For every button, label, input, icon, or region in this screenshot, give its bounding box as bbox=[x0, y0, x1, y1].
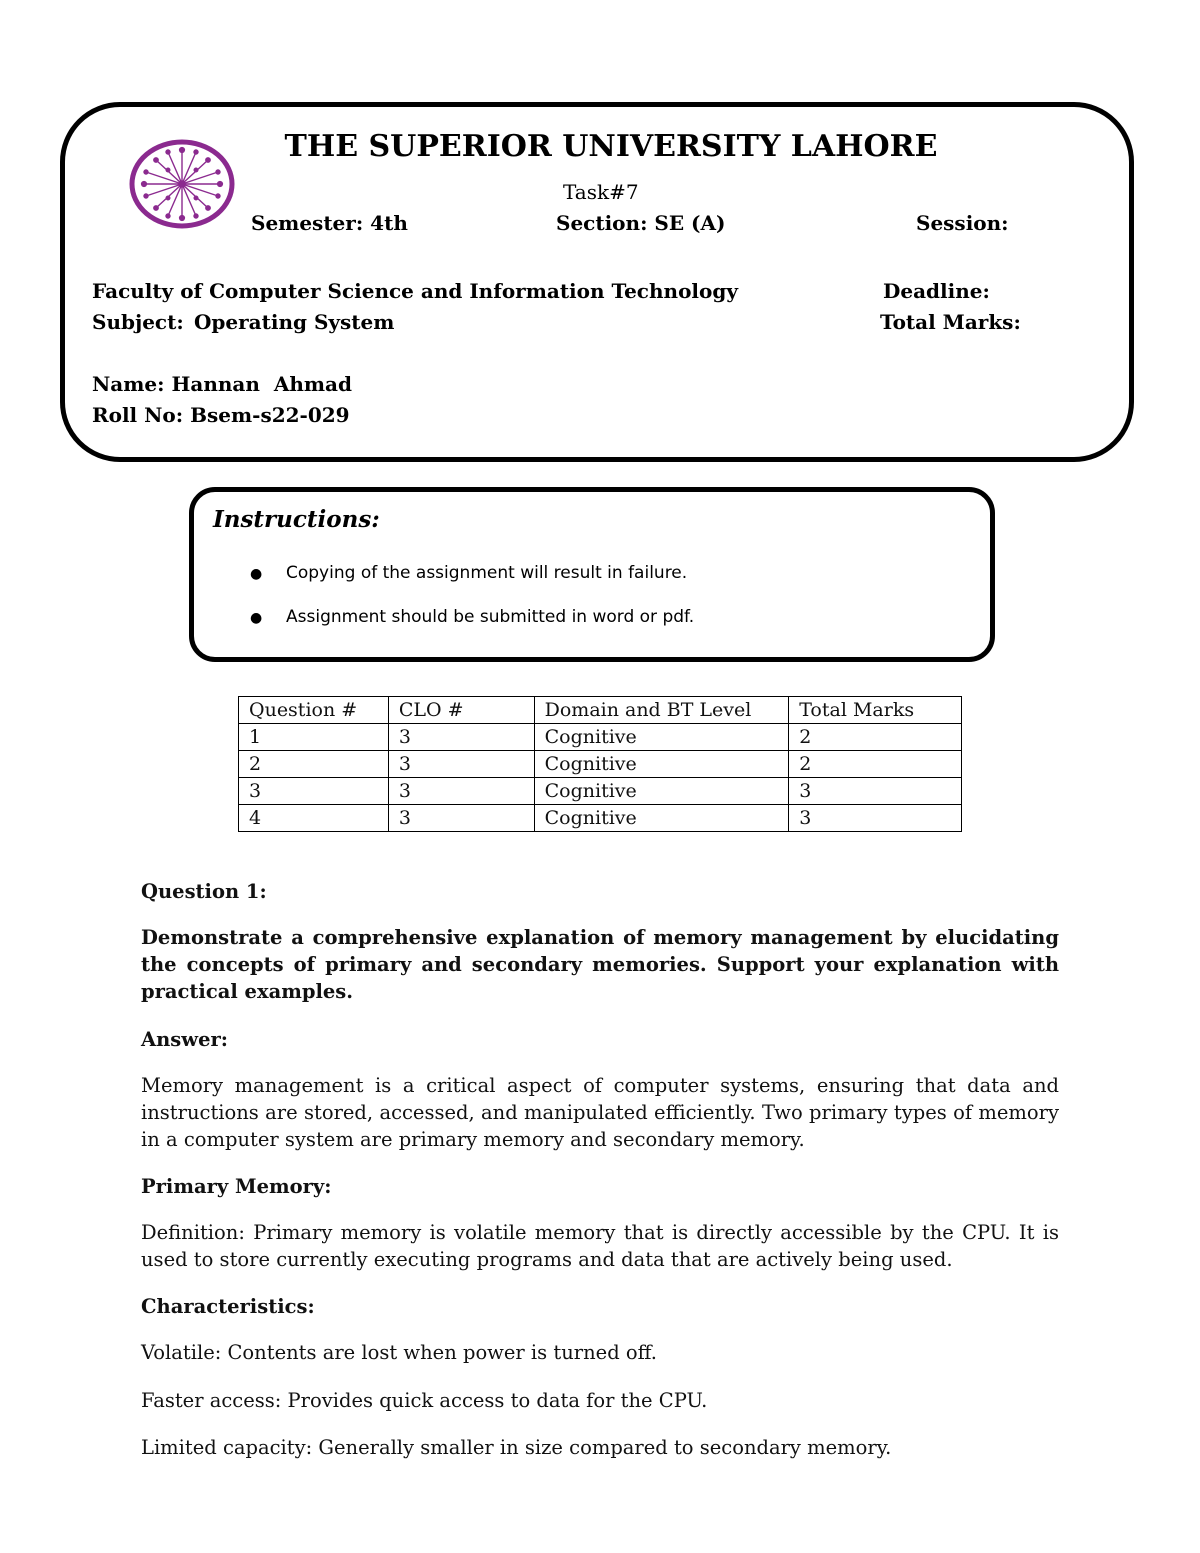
bullet-icon: ● bbox=[250, 566, 263, 582]
question-1-text: Demonstrate a comprehensive explanation of memory management by elucidating the concepts of primary and secondary memories. Support your explanation with practical examples. bbox=[141, 926, 1059, 1003]
table-cell: 2 bbox=[789, 724, 962, 751]
primary-memory-definition: Definition: Primary memory is volatile memory that is directly accessible by the CPU. It is used to store currently executing programs and data that are actively being used. bbox=[141, 1221, 1059, 1271]
table-cell: 3 bbox=[388, 778, 534, 805]
characteristic-limited-capacity: Limited capacity: Generally smaller in size compared to secondary memory. bbox=[141, 1436, 892, 1459]
table-cell: 3 bbox=[388, 805, 534, 832]
characteristic-faster-access: Faster access: Provides quick access to data for the CPU. bbox=[141, 1389, 708, 1412]
table-cell: 3 bbox=[789, 805, 962, 832]
table-cell: Cognitive bbox=[534, 724, 789, 751]
table-header-cell: Domain and BT Level bbox=[534, 697, 789, 724]
table-cell: 4 bbox=[239, 805, 389, 832]
subject-label: Subject: bbox=[92, 310, 184, 334]
characteristics-heading: Characteristics: bbox=[141, 1295, 315, 1318]
table-header-cell: Total Marks bbox=[789, 697, 962, 724]
student-name: Name: Hannan Ahmad bbox=[92, 372, 352, 396]
table-row bbox=[239, 778, 962, 805]
table-header-row bbox=[239, 697, 962, 724]
faculty-label: Faculty of Computer Science and Information Technology bbox=[92, 279, 738, 303]
table-cell: Cognitive bbox=[534, 751, 789, 778]
instruction-text: Copying of the assignment will result in failure. bbox=[286, 563, 688, 583]
deadline-label: Deadline: bbox=[883, 279, 990, 303]
answer-intro: Memory management is a critical aspect of computer systems, ensuring that data and instructions are stored, accessed, and manipulated efficiently. Two primary types of memory in a computer system are primary memory and secondary memory. bbox=[141, 1074, 1059, 1151]
total-marks-label: Total Marks: bbox=[880, 310, 1021, 334]
instruction-text: Assignment should be submitted in word or pdf. bbox=[286, 607, 695, 627]
task-number: Task#7 bbox=[563, 180, 639, 204]
table-cell: Cognitive bbox=[534, 778, 789, 805]
characteristic-volatile: Volatile: Contents are lost when power is turned off. bbox=[141, 1341, 657, 1364]
answer-heading: Answer: bbox=[141, 1028, 228, 1051]
table-cell: 3 bbox=[388, 724, 534, 751]
instructions-title: Instructions: bbox=[213, 506, 380, 533]
semester-label: Semester: 4th bbox=[251, 211, 408, 235]
primary-memory-heading: Primary Memory: bbox=[141, 1175, 332, 1198]
table-row bbox=[239, 805, 962, 832]
table-cell: Cognitive bbox=[534, 805, 789, 832]
instruction-item bbox=[250, 563, 688, 583]
table-cell: 1 bbox=[239, 724, 389, 751]
table-cell: 2 bbox=[239, 751, 389, 778]
table-cell: 2 bbox=[789, 751, 962, 778]
clo-table bbox=[238, 696, 962, 832]
table-cell: 3 bbox=[388, 751, 534, 778]
table-header-cell: Question # bbox=[239, 697, 389, 724]
subject-value: Operating System bbox=[194, 310, 395, 334]
roll-number: Roll No: Bsem-s22-029 bbox=[92, 403, 350, 427]
university-title: THE SUPERIOR UNIVERSITY LAHORE bbox=[284, 129, 938, 164]
instruction-item bbox=[250, 607, 695, 627]
table-row bbox=[239, 724, 962, 751]
table-row bbox=[239, 751, 962, 778]
bullet-icon: ● bbox=[250, 610, 263, 626]
session-label: Session: bbox=[916, 211, 1009, 235]
table-cell: 3 bbox=[789, 778, 962, 805]
table-cell: 3 bbox=[239, 778, 389, 805]
table-header-cell: CLO # bbox=[388, 697, 534, 724]
question-1-heading: Question 1: bbox=[141, 880, 267, 903]
section-label: Section: SE (A) bbox=[556, 211, 726, 235]
